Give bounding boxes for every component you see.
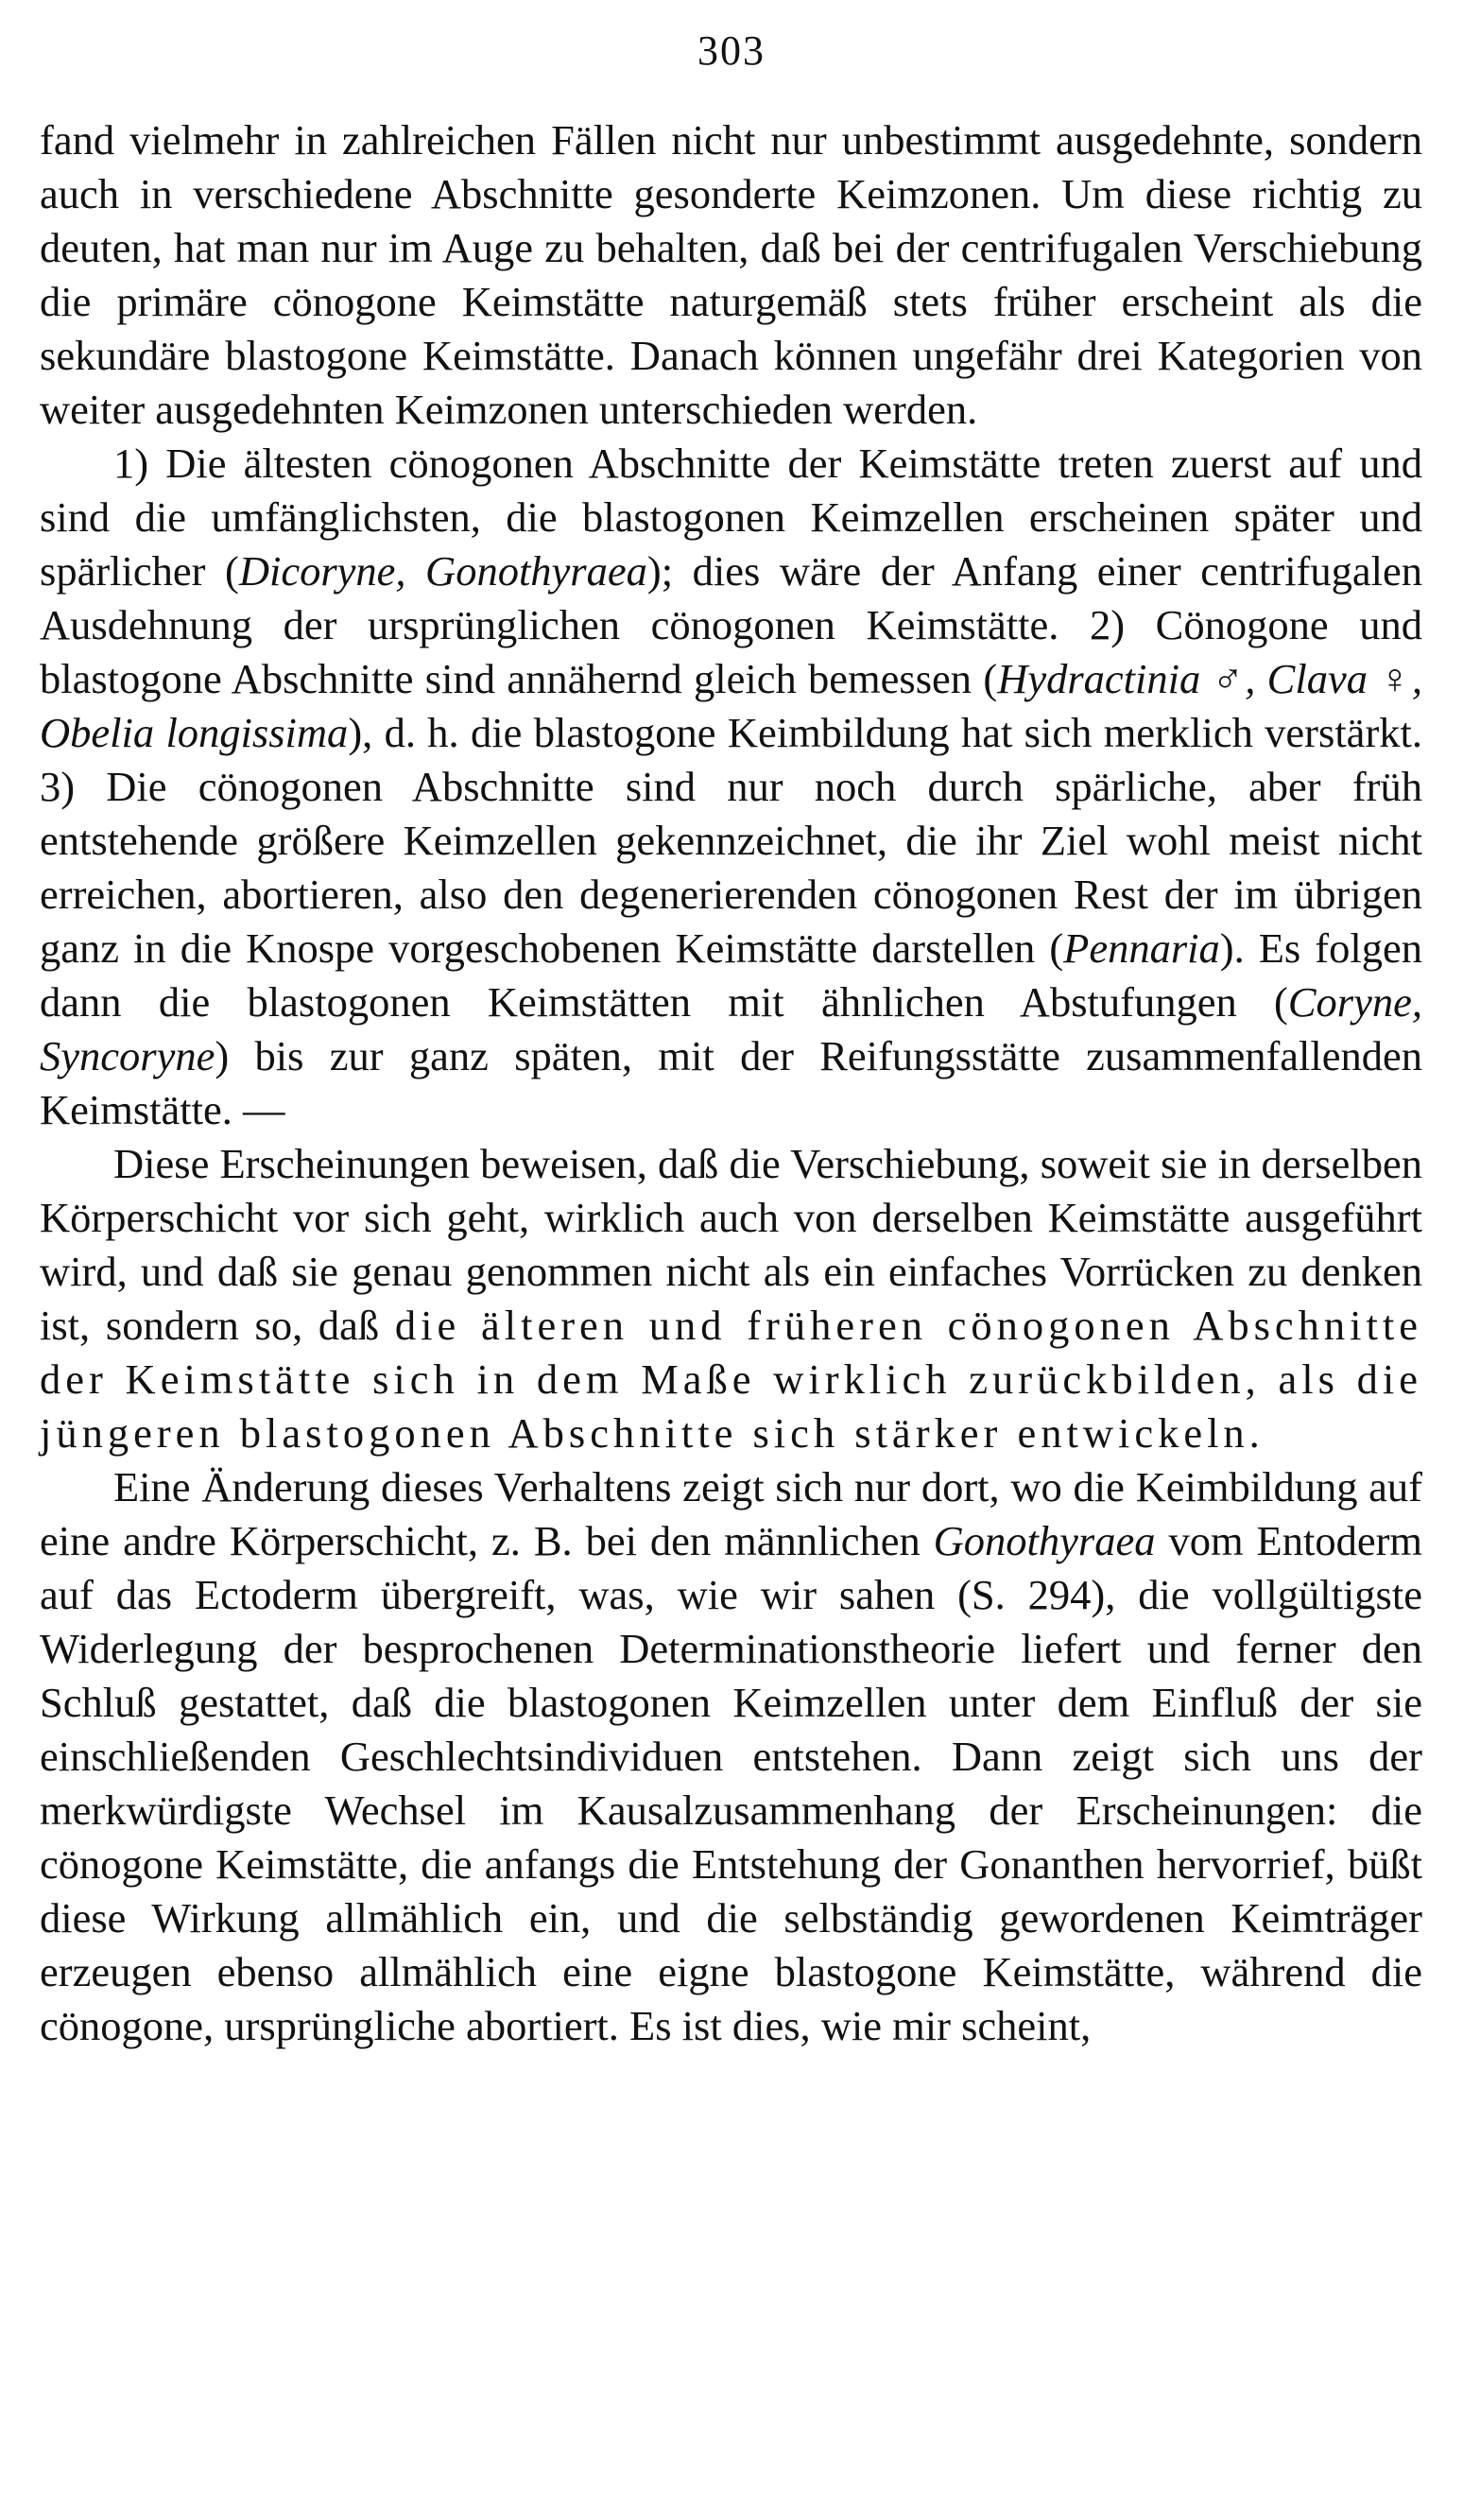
emphasized-spaced-text: die älteren und früheren cönogonen Abschnitte der Keimstätte sich in dem Maße wirklich zurückbilden, als die jüngeren blastogonen Abschnitte sich stärker entwickeln. <box>40 1302 1422 1457</box>
text-segment: fand vielmehr in zahlreichen Fällen nicht nur unbestimmt ausgedehnte, sondern auch in verschiedene Abschnitte gesonderte Keimzonen. Um diese richtig zu deuten, hat man nur im Auge zu behalten, daß bei der centrifugalen Verschiebung die primäre cönogone Keimstätte naturgemäß stets früher erscheint als die sekundäre blastogone Keimstätte. Danach können ungefähr drei Kategorien von weiter ausgedehnten Keimzonen unterschieden werden. <box>40 116 1422 433</box>
genus-names: Pennaria <box>1063 924 1220 972</box>
text-segment: Diese Erscheinungen beweisen, daß die Verschiebung, soweit sie in derselben Körperschicht vor sich geht, wirklich auch von derselben Keimstätte ausgeführt wird, und daß sie genau genommen nicht als ein einfaches Vorrücken zu denken ist, sondern so, daß <box>40 1140 1422 1349</box>
genus-names: Dicoryne, Gonothyraea <box>238 547 647 595</box>
paragraph-2 <box>40 437 1422 1137</box>
text-segment: vom Entoderm auf das Ectoderm übergreift, was, wie wir sahen (S. 294), die vollgültigste Widerlegung der besprochenen Determinationstheorie liefert und ferner den Schluß gestattet, daß die blastogonen Keimzellen unter dem Einfluß der sie einschließenden Geschlechtsindividuen entstehen. Dann zeigt sich uns der merkwürdigste Wechsel im Kausalzusammenhang der Erscheinungen: die cönogone Keimstätte, die anfangs die Entstehung der Gonanthen hervorrief, büßt diese Wirkung allmählich ein, und die selbständig gewordenen Keimträger erzeugen ebenso allmählich eine eigne blastogone Keimstätte, während die cönogone, ursprüngliche abortiert. Es ist dies, wie mir scheint, <box>40 1517 1423 2049</box>
genus-names: Coryne, Syncoryne <box>40 978 1422 1079</box>
genus-names: Hydractinia ♂, Clava ♀, Obelia longissima <box>40 655 1422 756</box>
text-segment: ); dies wäre der Anfang einer centrifugalen Ausdehnung der ursprünglichen cönogonen Keimstätte. 2) Cönogone und blastogone Abschnitte sind annähernd gleich bemessen ( <box>40 547 1422 702</box>
paragraph-4 <box>40 1460 1422 2053</box>
text-segment: ). Es folgen dann die blastogonen Keimstätten mit ähnlichen Abstufungen ( <box>40 924 1422 1026</box>
page-number: 303 <box>697 27 766 74</box>
genus-names: Gonothyraea <box>933 1517 1156 1564</box>
paragraph-3 <box>40 1137 1422 1460</box>
text-segment: ) bis zur ganz späten, mit der Reifungsstätte zusammenfallenden Keimstätte. — <box>40 1032 1422 1133</box>
paragraph-1 <box>40 113 1422 437</box>
body-text <box>40 113 1422 2053</box>
text-segment: ), d. h. die blastogone Keimbildung hat sich merklich verstärkt. 3) Die cönogonen Abschnitte sind nur noch durch spärliche, aber früh entstehende größere Keimzellen gekennzeichnet, die ihr Ziel wohl meist nicht erreichen, abortieren, also den degenerierenden cönogonen Rest der im übrigen ganz in die Knospe vorgeschobenen Keimstätte darstellen ( <box>40 709 1422 972</box>
text-segment: 1) Die ältesten cönogonen Abschnitte der Keimstätte treten zuerst auf und sind die umfänglichsten, die blastogonen Keimzellen erscheinen später und spärlicher ( <box>40 440 1422 595</box>
text-segment: Eine Änderung dieses Verhaltens zeigt sich nur dort, wo die Keimbildung auf eine andre Körperschicht, z. B. bei den männlichen <box>40 1463 1422 1564</box>
